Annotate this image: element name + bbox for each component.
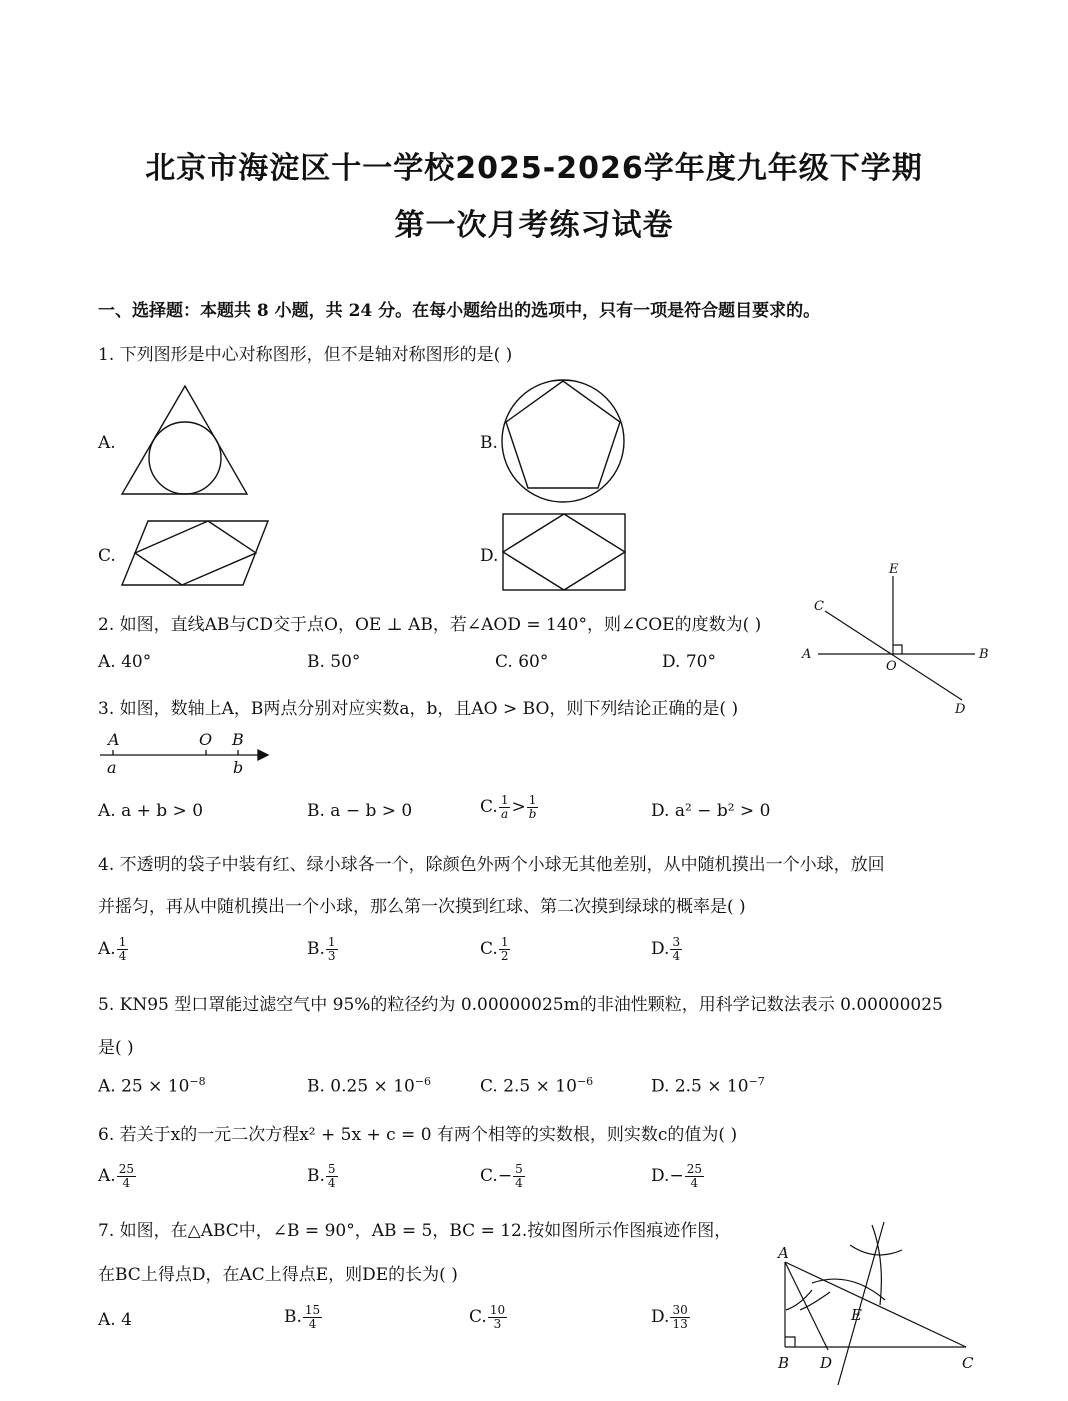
q2-label-a: A: [802, 647, 812, 662]
q6-option-a: A. $\frac{25}{4}$: [98, 1162, 134, 1190]
q4-option-a: A. $\frac{1}{4}$: [98, 935, 127, 963]
q7-label-e: E: [851, 1306, 862, 1324]
q5-option-d: D. $2.5 \times 10^{-7}$: [651, 1075, 765, 1097]
q7-right-angle: [785, 1337, 795, 1347]
q7-label-b: B: [778, 1354, 790, 1372]
q3-label-b-value: b: [233, 758, 244, 777]
q4-stem-line1: 4. 不透明的袋子中装有红、绿小球各一个，除颜色外两个小球无其他差别，从中随机摸出一个小球，放回: [98, 855, 885, 875]
q6-option-c: C.− $\frac{5}{4}$: [480, 1162, 523, 1190]
q7-perp-bisector: [838, 1222, 884, 1385]
q1-stem: 1. 下列图形是中心对称图形，但不是轴对称图形的是( ): [98, 345, 513, 365]
q4-stem-line2: 并摇匀，再从中随机摸出一个小球，那么第一次摸到红球、第二次摸到绿球的概率是( ): [98, 897, 746, 917]
q2-label-o: O: [886, 659, 897, 674]
q3-option-c-left-frac: $\frac{1}{a}$: [500, 793, 509, 821]
q7-option-a: A. 4: [98, 1310, 132, 1330]
q4-option-c: C. $\frac{1}{2}$: [480, 935, 509, 963]
q3-label-o: O: [199, 730, 213, 749]
q7-label-c: C: [962, 1354, 974, 1372]
q3-option-a: A. a + b > 0: [98, 801, 204, 821]
q2-option-c: C. 60°: [495, 652, 549, 672]
q6-option-d: D.− $\frac{25}{4}$: [651, 1162, 702, 1190]
q1-label-c: C.: [98, 546, 116, 566]
q5-option-a: A. $25 \times 10^{-8}$: [98, 1075, 206, 1097]
q4-option-b: B. $\frac{1}{3}$: [307, 935, 336, 963]
q7-arc-1: [786, 1290, 812, 1310]
q1-label-a: A.: [98, 433, 116, 453]
q3-label-a-value: a: [107, 758, 117, 777]
q2-option-b: B. 50°: [307, 652, 361, 672]
q1-label-d: D.: [480, 546, 499, 566]
q7-option-c: C. $\frac{10}{3}$: [469, 1303, 506, 1331]
q7-label-a: A: [778, 1244, 789, 1262]
q7-label-d: D: [820, 1354, 833, 1372]
q5-stem-line1: 5. KN95 型口罩能过滤空气中 95%的粒径约为 0.00000025m的非油性颗粒，用科学记数法表示 0.00000025: [98, 995, 943, 1015]
q3-label-b: B: [232, 730, 244, 749]
q2-label-c: C: [814, 599, 824, 614]
q6-option-b: B. $\frac{5}{4}$: [307, 1162, 336, 1190]
page-title: 北京市海淀区十一学校2025-2026学年度九年级下学期: [145, 151, 923, 186]
q5-stem-line2: 是( ): [98, 1038, 134, 1058]
q4-option-d: D. $\frac{3}{4}$: [651, 935, 681, 963]
q7-stem-line2: 在BC上得点D，在AC上得点E，则DE的长为( ): [98, 1265, 458, 1285]
q2-label-b: B: [979, 647, 989, 662]
q7-stem-line1: 7. 如图，在△ABC中，∠B = 90°，AB = 5，BC = 12.按如图所示作图痕迹作图，: [98, 1221, 732, 1241]
q2-option-d: D. 70°: [662, 652, 716, 672]
q6-stem: 6. 若关于x的一元二次方程x² + 5x + c = 0 有两个相等的实数根，则实数c的值为( ): [98, 1125, 738, 1145]
page-subtitle: 第一次月考练习试卷: [394, 208, 674, 243]
q3-option-c-right-frac: $\frac{1}{b}$: [528, 793, 537, 821]
q1-label-b: B.: [480, 433, 498, 453]
q5-option-b: B. $0.25 \times 10^{-6}$: [307, 1075, 432, 1097]
q3-stem: 3. 如图，数轴上A，B两点分别对应实数a，b，且AO > BO，则下列结论正确的是( ): [98, 699, 739, 719]
q5-option-c: C. $2.5 \times 10^{-6}$: [480, 1075, 594, 1097]
q2-stem: 2. 如图，直线AB与CD交于点O，OE ⊥ AB，若∠AOD = 140°，则∠COE的度数为( ): [98, 615, 762, 635]
q3-option-b: B. a − b > 0: [307, 801, 413, 821]
section-header: 一、选择题：本题共 8 小题，共 24 分。在每小题给出的选项中，只有一项是符合题目要求的。: [98, 301, 821, 321]
q7-option-b: B. $\frac{15}{4}$: [284, 1303, 321, 1331]
q2-option-a: A. 40°: [98, 652, 152, 672]
q3-option-c-label: C.: [480, 797, 498, 817]
q2-label-e: E: [889, 562, 899, 577]
q3-option-d: D. a² − b² > 0: [651, 801, 771, 821]
q7-option-d: D. $\frac{30}{13}$: [651, 1303, 688, 1331]
q7-side-ac: [785, 1262, 966, 1347]
q2-label-d: D: [955, 702, 966, 717]
q3-label-a: A: [108, 730, 120, 749]
q3-option-c-relation: >: [511, 797, 526, 817]
